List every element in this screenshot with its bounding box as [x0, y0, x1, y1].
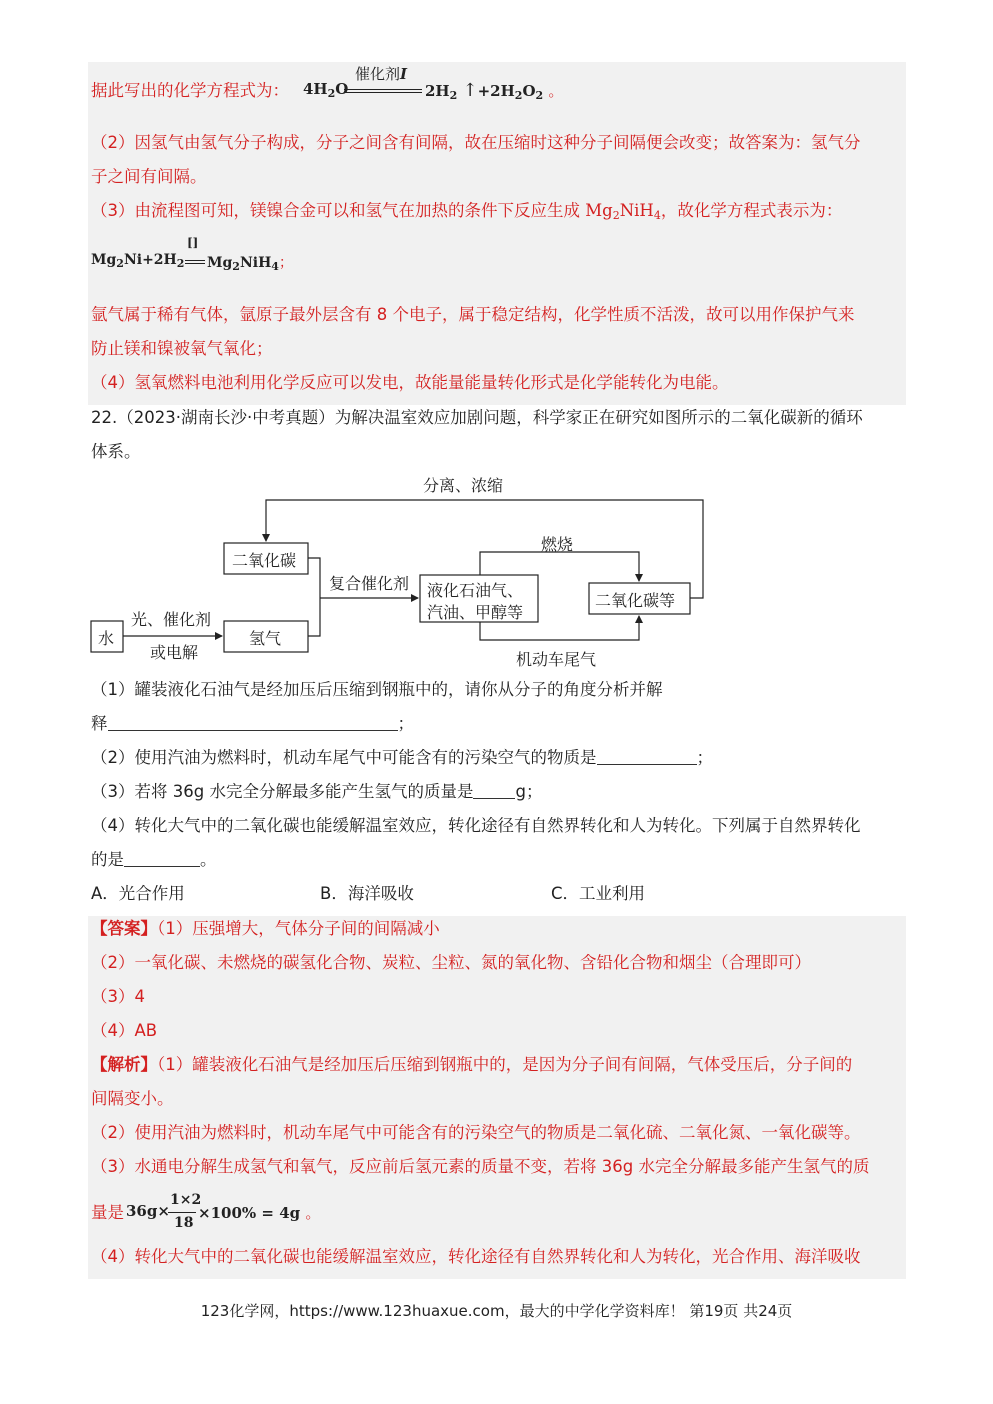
question-22-line-1: 22.（2023·湖南长沙·中考真题）为解决温室效应加剧问题，科学家正在研究如图所示的二氧化碳新的循环	[91, 408, 863, 427]
explanation-2-line-1: （2）因氢气由氢气分子构成，分子之间含有间隔，故在压缩时这种分子间隔便会改变；故答案为：氢气分	[91, 133, 861, 152]
equation-1-catalyst: 催化剂I	[355, 65, 408, 83]
analysis-line-2: 间隔变小。	[91, 1089, 174, 1108]
equation-2-bar	[185, 260, 205, 264]
calc-denominator: 18	[174, 1215, 194, 1231]
answer-tag: 【答案】	[91, 919, 157, 938]
explanation-3-line-3: 防止镁和镍被氧气氧化；	[91, 339, 273, 358]
equation-1-bar	[344, 89, 422, 93]
option-a: A．光合作用	[91, 884, 185, 903]
answer-blank-1[interactable]	[108, 714, 398, 731]
analysis-line-3: （2）使用汽油为燃料时，机动车尾气中可能含有的污染空气的物质是二氧化硫、二氧化氮、一氧化碳等。	[91, 1123, 861, 1142]
question-4-line-1: （4）转化大气中的二氧化碳也能缓解温室效应，转化途径有自然界转化和人为转化。下列属于自然界转化	[91, 816, 861, 835]
answer-blank-4[interactable]	[124, 850, 200, 867]
calc-result: ×100% = 4g 。	[198, 1204, 321, 1222]
question-22-line-2: 体系。	[91, 442, 141, 461]
diagram-label-separate: 分离、浓缩	[423, 476, 504, 495]
equation-2-products: $Mg_2NiH_4$；	[207, 255, 293, 273]
diagram-label-exhaust: 机动车尾气	[516, 650, 597, 669]
calc-numerator: 1×2	[170, 1192, 202, 1208]
analysis-line-1: 【解析】（1）罐装液化石油气是经加压后压缩到钢瓶中的，是因为分子间有间隔，气体受压后，分子间的	[91, 1055, 853, 1074]
explanation-4-line: （4）氢氧燃料电池利用化学反应可以发电，故能量能量转化形式是化学能转化为电能。	[91, 373, 729, 392]
option-c: C．工业利用	[551, 884, 646, 903]
diagram-label-electrolysis: 或电解	[150, 643, 199, 662]
question-4-line-2: 的是 。	[91, 850, 217, 869]
analysis-line-4: （3）水通电分解生成氢气和氧气，反应前后氢元素的质量不变，若将 36g 水完全分解最多能产生氢气的质	[91, 1157, 870, 1176]
answer-line-4: （4）AB	[91, 1021, 158, 1040]
answer-blank-2[interactable]	[597, 748, 697, 765]
diagram-label-burn: 燃烧	[541, 535, 574, 554]
calc-fraction-bar	[168, 1212, 196, 1213]
question-1-line-2: 释 ；	[91, 714, 414, 733]
equation-1: $4H_2O$	[303, 80, 349, 100]
answer-line-2: （2）一氧化碳、未燃烧的碳氢化合物、炭粒、尘粒、氮的氧化物、含铅化合物和烟尘（合理即可）	[91, 953, 811, 972]
answer-line-3: （3）4	[91, 987, 145, 1006]
diagram-label-light-catalyst: 光、催化剂	[131, 610, 212, 629]
answer-line-1: 【答案】（1）压强增大，气体分子间的间隔减小	[91, 919, 440, 938]
answer-blank-3[interactable]	[473, 782, 515, 799]
diagram-fuel-line-1: 液化石油气、	[427, 581, 524, 600]
diagram-co2-etc: 二氧化碳等	[595, 591, 676, 610]
diagram-hydrogen: 氢气	[249, 629, 282, 648]
analysis-line-6: （4）转化大气中的二氧化碳也能缓解温室效应，转化途径有自然界转化和人为转化，光合作用、海洋吸收	[91, 1247, 861, 1266]
diagram-label-composite-catalyst: 复合催化剂	[329, 574, 410, 593]
diagram-fuel-line-2: 汽油、甲醇等	[427, 603, 524, 622]
option-b: B．海洋吸收	[320, 884, 414, 903]
explanation-2-line-2: 子之间有间隔。	[91, 167, 207, 186]
equation-2-condition: []	[187, 236, 199, 250]
question-2-line: （2）使用汽油为燃料时，机动车尾气中可能含有的污染空气的物质是 ；	[91, 748, 713, 767]
calc-36g: 36g×	[126, 1202, 170, 1220]
equation-line-1: 据此写出的化学方程式为：	[91, 81, 289, 100]
diagram-water: 水	[98, 629, 115, 648]
question-3-line: （3）若将 36g 水完全分解最多能产生氢气的质量是 g；	[91, 782, 543, 801]
equation-2: $Mg_2Ni+2H_2$	[91, 252, 185, 270]
explanation-3-line-2: 氩气属于稀有气体，氩原子最外层含有 8 个电子，属于稳定结构，化学性质不活泼，故可以用作保护气来	[91, 305, 855, 324]
explanation-3-line-1: （3）由流程图可知，镁镍合金可以和氢气在加热的条件下反应生成 $Mg_2NiH_4$，故化学方程式表示为：	[91, 201, 843, 222]
page-footer: 123化学网，https://www.123huaxue.com，最大的中学化学资料库！ 第19页 共24页	[200, 1302, 793, 1320]
equation-1-products: $2H_2$ $↑+2H_2O_2$ 。	[425, 80, 564, 102]
analysis-line-5-prefix: 量是	[91, 1203, 124, 1222]
diagram-co2: 二氧化碳	[232, 551, 297, 570]
analysis-tag: 【解析】	[91, 1055, 157, 1074]
question-1-line-1: （1）罐装液化石油气是经加压后压缩到钢瓶中的，请你从分子的角度分析并解	[91, 680, 663, 699]
